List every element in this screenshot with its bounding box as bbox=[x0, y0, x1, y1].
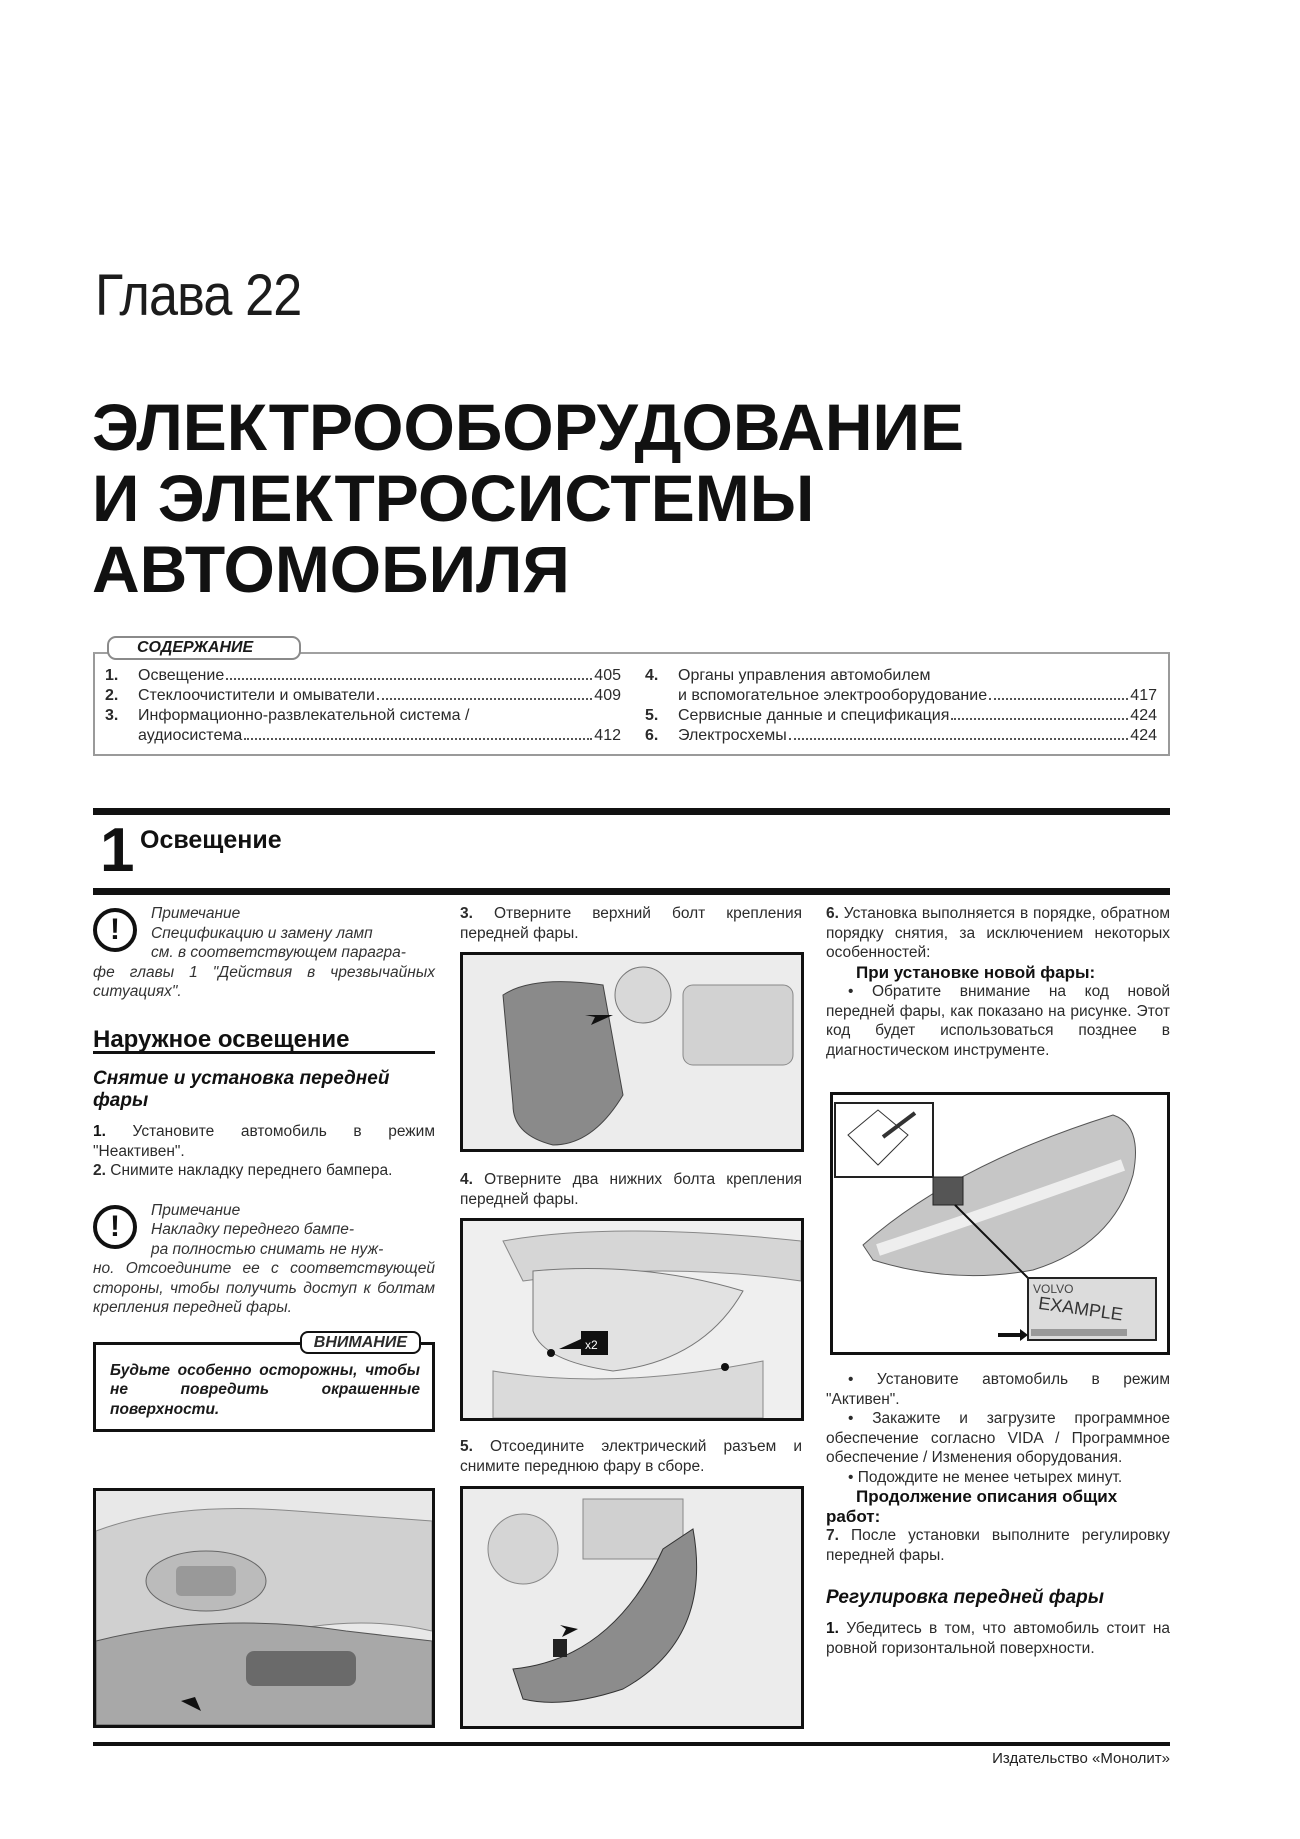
toc-item-number: 3. bbox=[105, 707, 119, 724]
step-number: 4. bbox=[460, 1171, 473, 1188]
chapter-label: Глава 22 bbox=[95, 263, 302, 328]
column-2-step4 bbox=[460, 1170, 802, 1209]
column-3-bottom bbox=[826, 1370, 1170, 1658]
chapter-title-line: АВТОМОБИЛЯ bbox=[92, 532, 570, 606]
adjust-step-1 bbox=[826, 1619, 1170, 1658]
note-block bbox=[93, 1201, 435, 1318]
step-5 bbox=[460, 1437, 802, 1476]
step-number: 7. bbox=[826, 1527, 839, 1544]
exclamation-icon: ! bbox=[93, 908, 137, 952]
toc-item-page: 409 bbox=[594, 687, 621, 704]
note-line: но. Отсоедините ее с соответствующей стороны, чтобы получить доступ к болтам крепления передней фары. bbox=[93, 1260, 435, 1316]
toc-item-title: Органы управления автомобилем bbox=[678, 667, 931, 684]
toc-item[interactable] bbox=[105, 686, 621, 706]
step-text: Снимите накладку переднего бампера. bbox=[110, 1162, 393, 1179]
toc-item-title: Сервисные данные и спецификация bbox=[678, 707, 950, 724]
note-label: Примечание bbox=[151, 905, 241, 922]
column-3 bbox=[826, 904, 1170, 1060]
step-number: 2. bbox=[93, 1162, 106, 1179]
toc-heading: СОДЕРЖАНИЕ bbox=[107, 636, 301, 660]
toc-item-title: Информационно-развлекательной система / bbox=[138, 707, 470, 724]
step-text: Отверните верхний болт крепления передней фары. bbox=[460, 905, 802, 942]
exclamation-icon: ! bbox=[93, 1205, 137, 1249]
note-line: Накладку переднего бампе- bbox=[151, 1221, 355, 1238]
section-rule-top bbox=[93, 808, 1170, 815]
toc-column-right bbox=[645, 666, 1157, 746]
note-text bbox=[93, 924, 435, 1002]
step-number: 6. bbox=[826, 905, 839, 922]
toc-leader-dots bbox=[789, 738, 1129, 740]
toc-item-page: 424 bbox=[1130, 727, 1157, 744]
footer-rule bbox=[93, 1742, 1170, 1746]
toc-item-number: 2. bbox=[105, 687, 119, 704]
toc-item-title: Стеклоочистители и омыватели bbox=[138, 687, 375, 704]
headlight-assembly-illustration bbox=[463, 1489, 801, 1726]
section-rule-bottom bbox=[93, 888, 1170, 895]
figure-headlight-removal bbox=[460, 1486, 804, 1729]
step-text: Отверните два нижних болта крепления передней фары. bbox=[460, 1171, 802, 1208]
callout-x2: x2 bbox=[585, 1338, 598, 1352]
step-2 bbox=[93, 1161, 435, 1181]
column-1 bbox=[93, 904, 435, 1432]
new-headlight-heading: При установке новой фары: bbox=[856, 962, 1096, 982]
step-1 bbox=[93, 1122, 435, 1161]
toc-item-continuation[interactable] bbox=[105, 726, 621, 746]
label-stamp: EXAMPLE bbox=[1037, 1292, 1125, 1325]
note-line: ра полностью снимать не нуж- bbox=[151, 1240, 384, 1258]
section-number: 1 bbox=[100, 816, 135, 885]
chapter-title-line: ЭЛЕКТРООБОРУДОВАНИЕ bbox=[92, 390, 964, 464]
toc-item-title: Электросхемы bbox=[678, 727, 787, 744]
toc-item-page: 405 bbox=[594, 667, 621, 684]
step-number: 1. bbox=[826, 1620, 839, 1637]
note-line: Спецификацию и замену ламп bbox=[151, 924, 373, 942]
step-text: Установка выполняется в порядке, обратном порядку снятия, за исключением некоторых особенностей: bbox=[826, 905, 1171, 961]
headlight-mount-illustration bbox=[463, 1221, 801, 1418]
note-text bbox=[93, 1220, 435, 1318]
warning-label: ВНИМАНИЕ bbox=[300, 1331, 421, 1354]
step-3 bbox=[460, 904, 802, 943]
column-2-step5 bbox=[460, 1437, 802, 1476]
toc-item-page: 417 bbox=[1130, 687, 1157, 704]
figure-upper-bolt bbox=[460, 952, 804, 1152]
figure-lower-bolts bbox=[460, 1218, 804, 1421]
toc-leader-dots bbox=[244, 738, 592, 740]
adjustment-heading: Регулировка передней фары bbox=[826, 1587, 1104, 1608]
toc-leader-dots bbox=[377, 698, 592, 700]
step-6 bbox=[826, 904, 1170, 963]
engine-bay-illustration bbox=[463, 955, 801, 1149]
step-number: 1. bbox=[93, 1123, 106, 1140]
figure-headlight-code bbox=[830, 1092, 1170, 1355]
bullet-item: • Установите автомобиль в режим "Активен". bbox=[826, 1371, 1170, 1408]
note-label: Примечание bbox=[151, 1201, 241, 1219]
warning-text: Будьте особенно осторожны, чтобы не повредить окрашенные поверхности. bbox=[93, 1342, 435, 1433]
toc-item[interactable] bbox=[645, 706, 1157, 726]
toc-item-page: 412 bbox=[594, 727, 621, 744]
note-line: фе главы 1 "Действия в чрезвычайных ситуациях". bbox=[93, 963, 435, 1000]
subsection-heading: Наружное освещение bbox=[93, 1030, 435, 1055]
step-text: Убедитесь в том, что автомобиль стоит на ровной горизонтальной поверхности. bbox=[826, 1620, 1170, 1657]
chapter-title bbox=[92, 392, 964, 605]
section-title: Освещение bbox=[140, 826, 282, 854]
toc-item-number: 1. bbox=[105, 667, 119, 684]
toc-item-number: 6. bbox=[645, 727, 659, 744]
step-text: После установки выполните регулировку передней фары. bbox=[826, 1527, 1170, 1564]
step-number: 3. bbox=[460, 905, 473, 922]
toc-item-number: 5. bbox=[645, 707, 659, 724]
toc-item[interactable] bbox=[105, 706, 621, 726]
step-text: Отсоедините электрический разъем и снимите переднюю фару в сборе. bbox=[460, 1438, 802, 1475]
toc-item-continuation[interactable] bbox=[645, 686, 1157, 706]
step-number: 5. bbox=[460, 1438, 473, 1455]
publisher-footer: Издательство «Монолит» bbox=[992, 1750, 1170, 1767]
toc-leader-dots bbox=[951, 718, 1128, 720]
car-front-illustration bbox=[96, 1491, 432, 1725]
toc-item-page: 424 bbox=[1130, 707, 1157, 724]
warning-block bbox=[93, 1333, 435, 1433]
toc-item-title: Освещение bbox=[138, 667, 225, 684]
toc-leader-dots bbox=[226, 678, 592, 680]
chapter-title-line: И ЭЛЕКТРОСИСТЕМЫ bbox=[92, 461, 815, 535]
toc-item[interactable] bbox=[645, 666, 1157, 686]
bullet-item: • Закажите и загрузите программное обеспечение согласно VIDA / Программное обеспечение / Изменения оборудования. bbox=[826, 1410, 1170, 1466]
column-2 bbox=[460, 904, 802, 943]
toc-item[interactable] bbox=[105, 666, 621, 686]
toc-column-left bbox=[105, 666, 621, 746]
toc-item-number: 4. bbox=[645, 667, 659, 684]
label-brand: VOLVO bbox=[1033, 1282, 1074, 1296]
continue-heading: Продолжение описания общих работ: bbox=[826, 1487, 1118, 1526]
headlight-label-illustration bbox=[833, 1095, 1167, 1352]
toc-item-title-cont: и вспомогательное электрооборудование bbox=[678, 687, 988, 704]
step-text: Установите автомобиль в режим "Неактивен". bbox=[93, 1123, 435, 1160]
toc-item[interactable] bbox=[645, 726, 1157, 746]
procedure-heading: Снятие и установка передней фары bbox=[93, 1068, 390, 1111]
note-block bbox=[93, 904, 435, 1002]
step-4 bbox=[460, 1170, 802, 1209]
toc-item-title-cont: аудиосистема bbox=[138, 727, 243, 744]
bullet-item: • Подождите не менее четырех минут. bbox=[848, 1468, 1123, 1486]
note-line: см. в соответствующем парагра- bbox=[151, 944, 406, 961]
toc-leader-dots bbox=[989, 698, 1128, 700]
figure-front-bumper bbox=[93, 1488, 435, 1728]
step-7 bbox=[826, 1526, 1170, 1565]
bullet-item: • Обратите внимание на код новой передней фары, как показано на рисунке. Этот код будет использоваться позднее в диагностическом инструменте. bbox=[826, 983, 1170, 1059]
